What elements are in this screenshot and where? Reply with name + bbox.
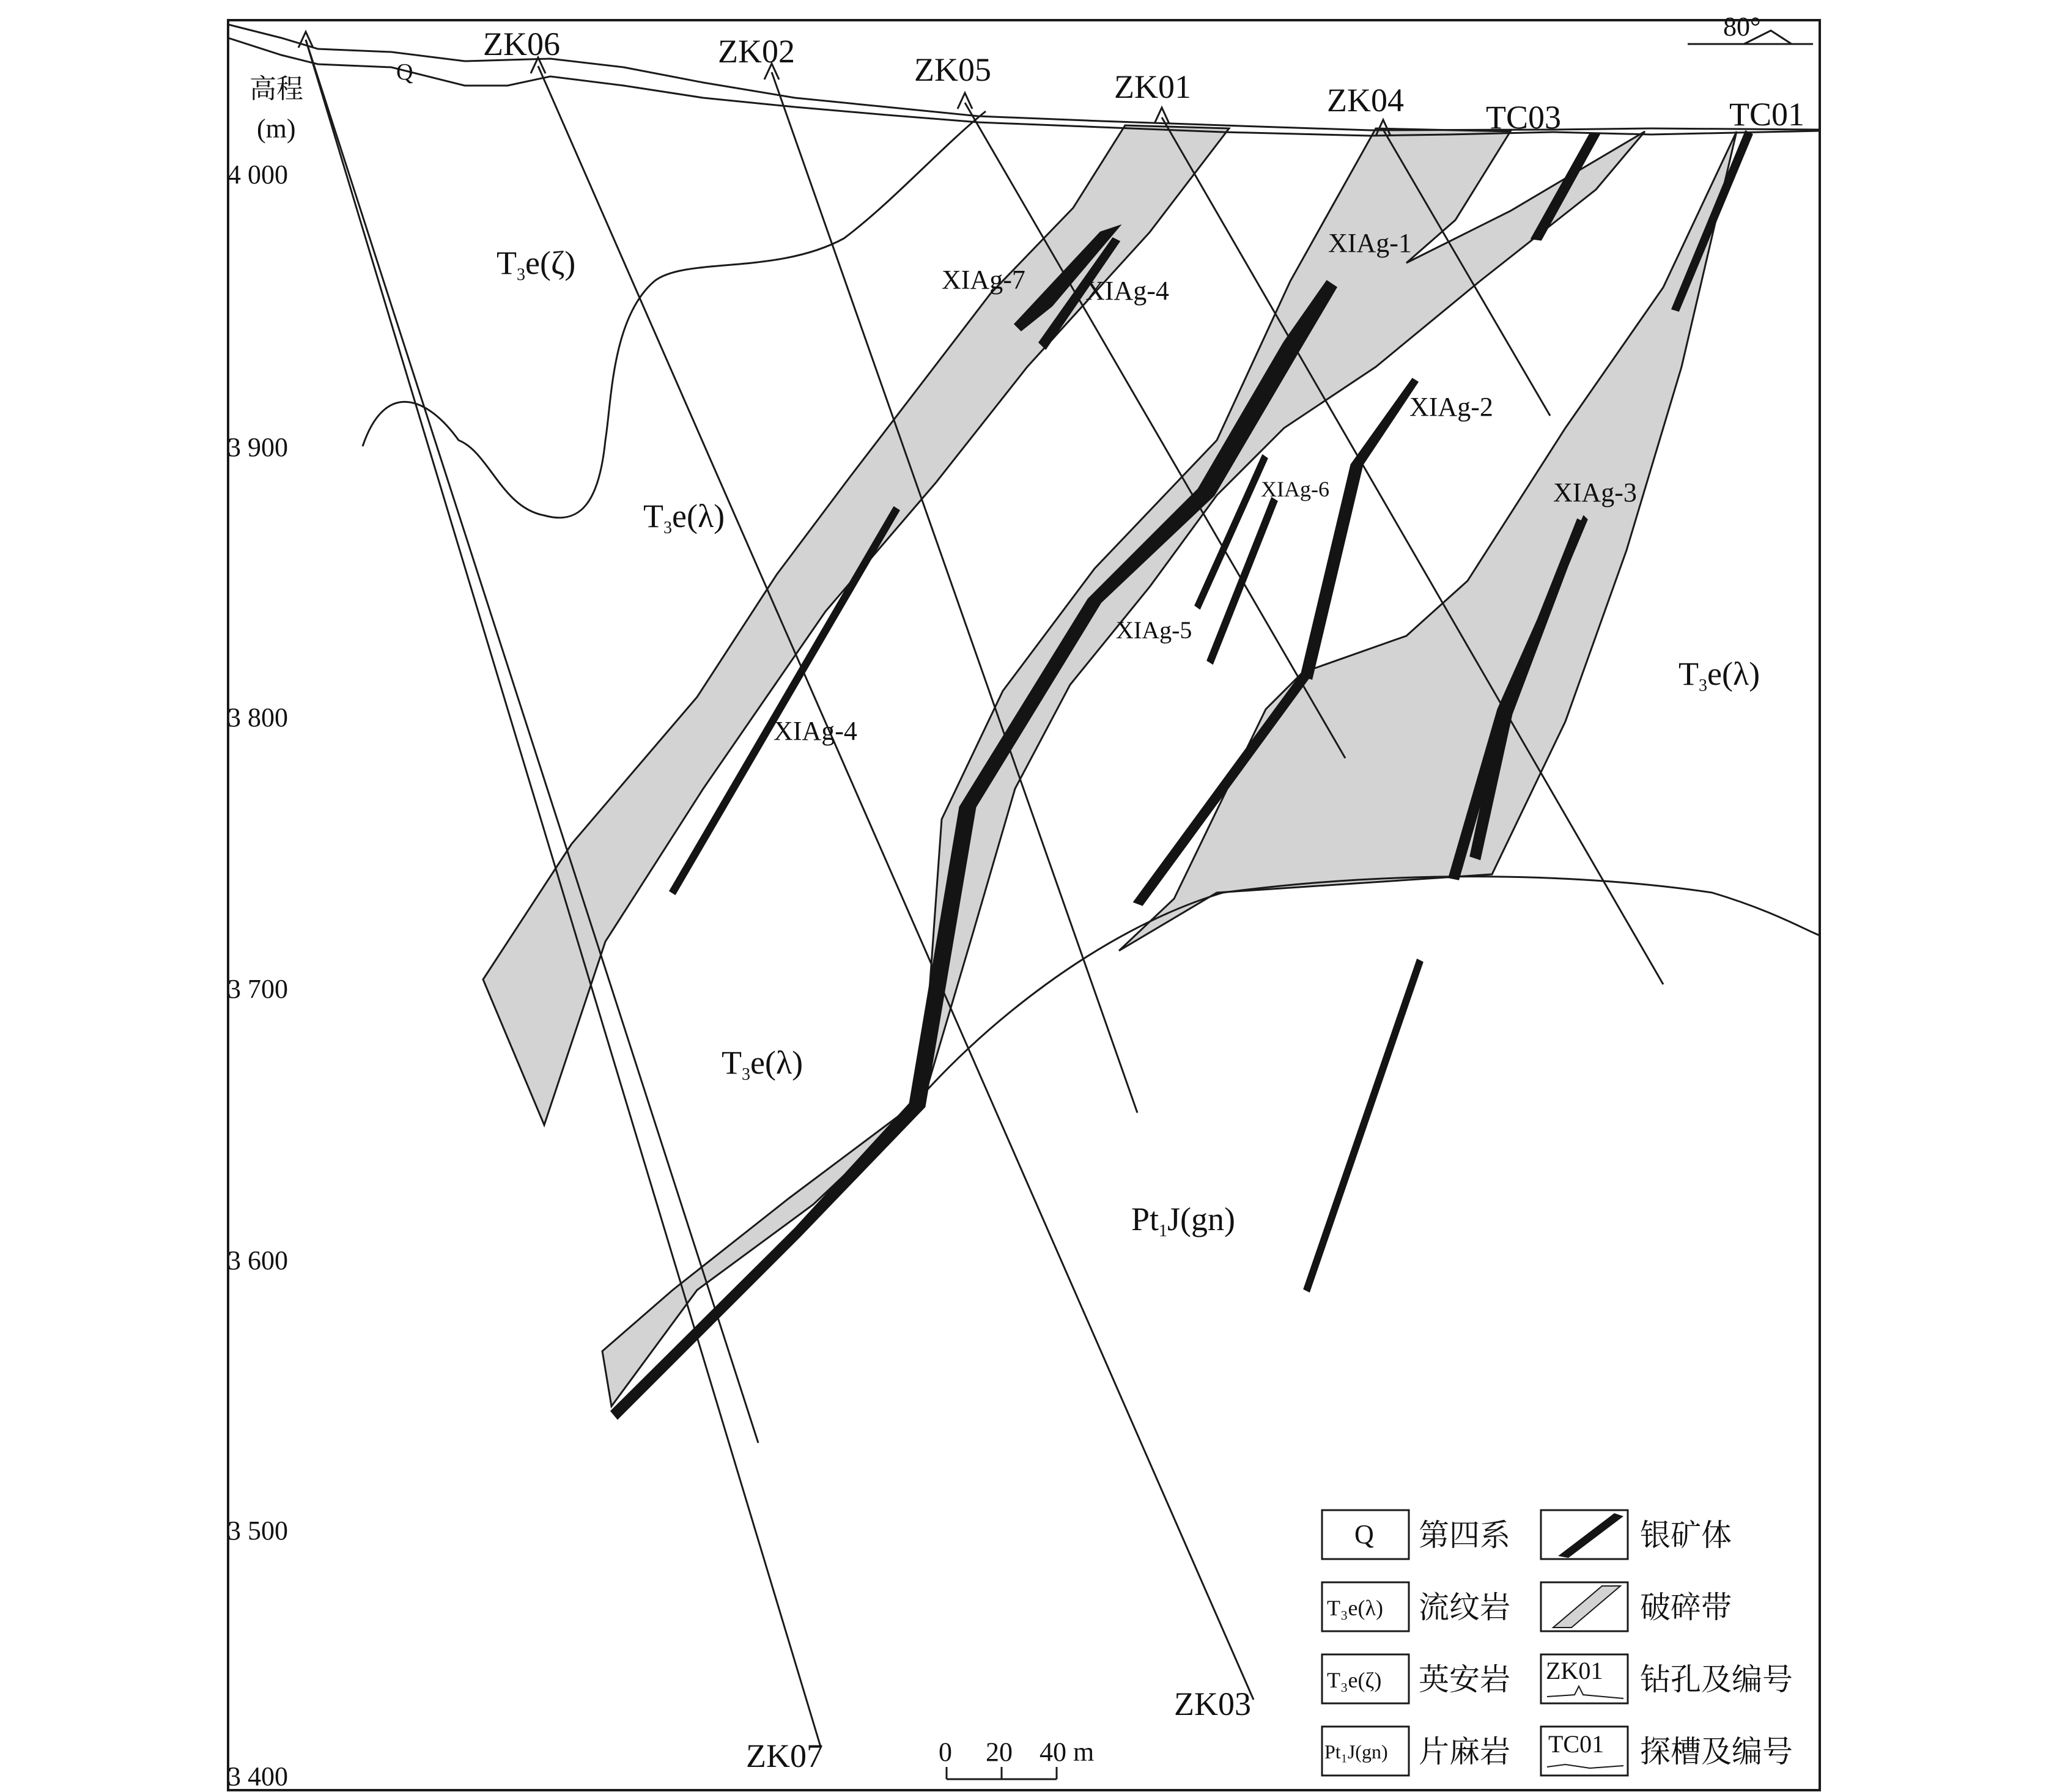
- legend-symbol-dacite: T₃e(ζ): [1327, 1668, 1382, 1692]
- unit-label-rhyolite-c-t: T: [1679, 655, 1699, 692]
- scale-tick-0: 0: [939, 1737, 952, 1767]
- orientation-marker: [1688, 12, 1813, 44]
- collar-markers: [298, 32, 1390, 136]
- elevation-tick-4000: 4 000: [227, 160, 288, 190]
- borehole-label-zk04: ZK04: [1327, 82, 1404, 119]
- ore-label-xiag-4-lower: XIAg-4: [774, 716, 857, 746]
- scale-tick-20: 20: [986, 1737, 1013, 1767]
- unit-label-dacite-e: e(ζ): [525, 245, 576, 281]
- unit-label-rhyolite-a-e: e(λ): [672, 498, 725, 534]
- collar-marker-zk01: [1154, 108, 1169, 124]
- ore-label-xiag-5: XIAg-5: [1116, 616, 1192, 644]
- unit-label-dacite-sub: 3: [517, 265, 525, 284]
- unit-label-gneiss-pt: Pt: [1131, 1201, 1159, 1237]
- legend-symbol-trench: TC01: [1548, 1730, 1605, 1758]
- legend-item-dacite: [1322, 1654, 1510, 1703]
- legend-item-silver-ore: [1541, 1510, 1732, 1559]
- surface-line-upper: [228, 24, 1820, 130]
- ore-body-xiag-5: [1208, 498, 1277, 663]
- scale-tick-40: 40 m: [1040, 1737, 1095, 1767]
- legend-label-fracture-zone: 破碎带: [1640, 1590, 1732, 1624]
- legend-label-quaternary: 第四系: [1419, 1518, 1510, 1552]
- elevation-tick-3500: 3 500: [227, 1516, 288, 1546]
- ore-label-xiag-3: XIAg-3: [1553, 477, 1637, 507]
- scale-bar-line: [947, 1767, 1057, 1779]
- scale-bar: [939, 1737, 1094, 1779]
- legend-item-trench: [1541, 1727, 1793, 1775]
- borehole-trace-zk06: [538, 66, 1254, 1700]
- unit-label-gneiss: [1131, 1201, 1235, 1241]
- borehole-label-zk07: ZK07: [746, 1738, 823, 1774]
- elevation-axis: [227, 74, 303, 1791]
- legend-label-silver-ore: 银矿体: [1640, 1518, 1732, 1552]
- unit-label-rhyolite-a-sub: 3: [663, 518, 672, 537]
- legend-item-borehole: [1541, 1654, 1793, 1703]
- elevation-tick-3800: 3 800: [227, 702, 288, 732]
- legend-label-trench: 探槽及编号: [1640, 1735, 1793, 1769]
- ore-label-xiag-6: XIAg-6: [1261, 477, 1329, 501]
- legend: [1322, 1510, 1793, 1775]
- legend-symbol-rhyolite: T₃e(λ): [1327, 1596, 1383, 1620]
- orientation-label: 80°: [1723, 12, 1761, 42]
- borehole-label-zk06: ZK06: [483, 26, 560, 62]
- elevation-tick-3900: 3 900: [227, 432, 288, 462]
- legend-item-fracture-zone: [1541, 1582, 1732, 1631]
- borehole-trace-zk07-west: [306, 40, 821, 1747]
- elevation-axis-unit: (m): [257, 114, 296, 144]
- legend-label-dacite: 英安岩: [1419, 1662, 1510, 1697]
- contact-gneiss: [905, 877, 1820, 1115]
- legend-label-rhyolite: 流纹岩: [1419, 1590, 1510, 1624]
- borehole-label-zk03: ZK03: [1174, 1686, 1251, 1722]
- elevation-tick-3600: 3 600: [227, 1245, 288, 1275]
- ore-label-xiag-7: XIAg-7: [942, 265, 1025, 295]
- collar-marker-zk05: [958, 93, 972, 109]
- unit-label-rhyolite-b-e: e(λ): [750, 1044, 803, 1081]
- ore-label-xiag-2: XIAg-2: [1409, 392, 1493, 422]
- unit-label-q: Q: [396, 59, 413, 85]
- unit-label-rhyolite-a: [643, 498, 725, 537]
- ore-body-tc01: [1672, 131, 1752, 311]
- elevation-tick-3700: 3 700: [227, 974, 288, 1004]
- elevation-tick-3400: 3 400: [227, 1761, 288, 1791]
- unit-label-rhyolite-b-t: T: [722, 1044, 742, 1081]
- unit-label-dacite-t: T: [497, 245, 517, 281]
- legend-item-rhyolite: [1322, 1582, 1510, 1631]
- unit-label-rhyolite-c-sub: 3: [1699, 676, 1707, 695]
- unit-label-dacite: [497, 245, 575, 284]
- legend-label-borehole: 钻孔及编号: [1640, 1662, 1793, 1697]
- legend-symbol-quaternary: Q: [1354, 1519, 1374, 1549]
- unit-label-gneiss-j: J(gn): [1167, 1201, 1236, 1237]
- ore-label-xiag-1: XIAg-1: [1328, 228, 1412, 258]
- legend-item-quaternary: [1322, 1510, 1510, 1559]
- borehole-label-zk02: ZK02: [718, 33, 795, 70]
- borehole-label-zk05: ZK05: [914, 51, 991, 88]
- unit-label-rhyolite-c-e: e(λ): [1707, 655, 1760, 692]
- unit-label-gneiss-sub: 1: [1159, 1222, 1168, 1241]
- legend-symbol-borehole: ZK01: [1546, 1657, 1603, 1684]
- legend-symbol-gneiss: Pt₁J(gn): [1324, 1741, 1388, 1763]
- legend-item-gneiss: [1322, 1727, 1510, 1775]
- surface-line-lower: [228, 38, 1820, 136]
- fracture-zones: [483, 125, 1737, 1406]
- ore-body-deep: [1304, 960, 1422, 1291]
- trench-label-tc03: TC03: [1486, 99, 1562, 136]
- trench-label-tc01: TC01: [1729, 96, 1805, 133]
- unit-label-rhyolite-a-t: T: [643, 498, 663, 534]
- legend-label-gneiss: 片麻岩: [1419, 1735, 1510, 1769]
- unit-label-rhyolite-c: [1679, 655, 1760, 695]
- borehole-label-zk01: ZK01: [1114, 68, 1191, 105]
- elevation-axis-title: 高程: [249, 74, 303, 104]
- ground-surface: [228, 24, 1820, 136]
- unit-label-rhyolite-b-sub: 3: [742, 1065, 750, 1084]
- unit-label-rhyolite-b: [722, 1044, 803, 1084]
- ore-label-xiag-4-upper: XIAg-4: [1085, 276, 1169, 306]
